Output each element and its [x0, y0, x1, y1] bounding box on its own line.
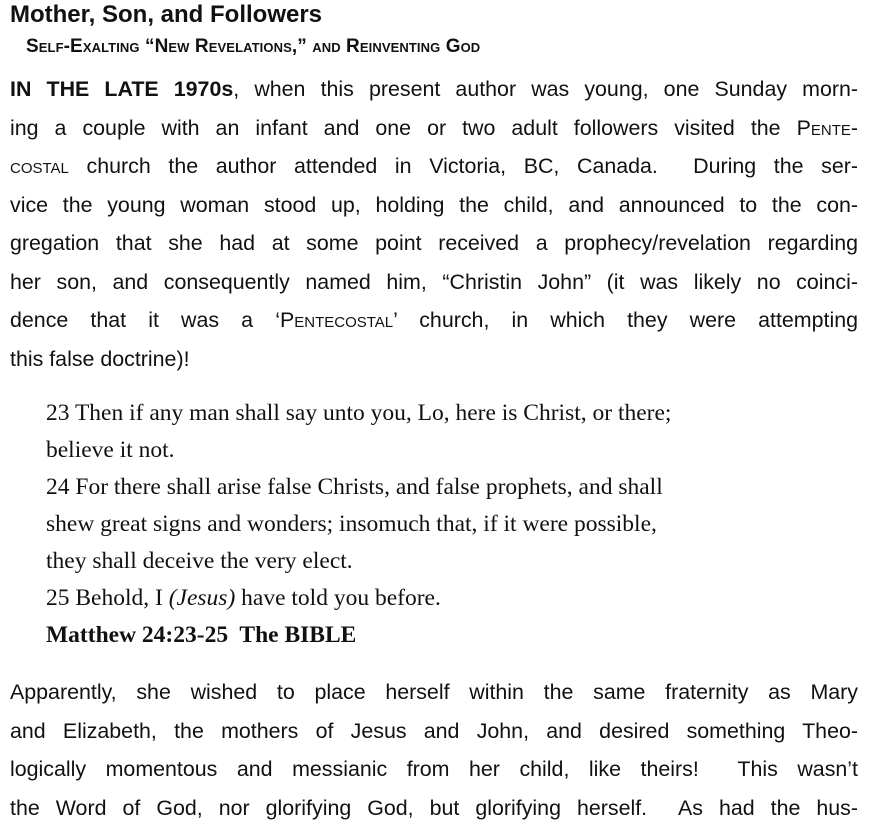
verse-italic-text: (Jesus)	[168, 585, 236, 611]
line-text: vice the young woman stood up, holding the child, and announced to the con-	[10, 192, 858, 217]
intro-paragraph	[10, 70, 858, 378]
paragraph-line	[10, 301, 858, 340]
paragraph-line: logically momentous and messianic from her child, like theirs! This wasn’t	[10, 757, 858, 781]
verse-text: have told you before.	[235, 585, 441, 611]
page-subtitle: Self-Exalting “New Revelations,” and Reinventing God	[26, 36, 481, 57]
verse-line: 24 For there shall arise false Christs, and false prophets, and shall	[46, 474, 663, 500]
paragraph-line: and Elizabeth, the mothers of Jesus and John, and desired something Theo-	[10, 718, 858, 743]
verse-text: 25 Behold, I	[46, 585, 169, 611]
page-title: Mother, Son, and Followers	[10, 1, 323, 28]
verse-line: believe it not.	[46, 437, 175, 463]
verse-line	[46, 580, 858, 617]
line-text: church the author attended in Victoria, BC, Canada. During the ser-	[68, 154, 858, 178]
paragraph-line	[10, 186, 858, 225]
line-text: , when this present author was young, one Sunday morn-	[233, 77, 859, 101]
paragraph-line	[10, 109, 858, 148]
line-text: gregation that she had at some point received a prophecy/revelation regarding	[10, 231, 858, 255]
paragraph-line	[10, 224, 858, 263]
document-page	[10, 0, 858, 827]
verse-line: shew great signs and wonders; insomuch that, if it were possible,	[46, 511, 657, 537]
body-paragraph	[10, 673, 858, 827]
small-caps-text: costal	[10, 154, 69, 178]
small-caps-text: Pente-	[796, 115, 858, 140]
line-text: dence that it was a ‘	[10, 308, 280, 332]
scripture-quote	[46, 395, 858, 654]
small-caps-text: Pentecostal	[279, 308, 394, 332]
verse-line: they shall deceive the very elect.	[46, 548, 353, 574]
paragraph-line: the Word of God, nor glorifying God, but glorifying herself. As had the hus-	[10, 795, 858, 820]
paragraph-line	[10, 263, 858, 302]
paragraph-line	[10, 340, 858, 379]
verse-line: 23 Then if any man shall say unto you, Lo, here is Christ, or there;	[46, 400, 672, 426]
lead-in-text: IN THE LATE 1970s	[10, 77, 234, 101]
paragraph-line	[10, 70, 858, 109]
scripture-citation: Matthew 24:23-25 The BIBLE	[46, 622, 357, 648]
paragraph-line	[10, 147, 858, 186]
line-text: ’ church, in which they were attempting	[393, 308, 859, 332]
line-text: ing a couple with an infant and one or two adult followers visited the	[10, 115, 797, 140]
paragraph-line: Apparently, she wished to place herself within the same fraternity as Mary	[10, 680, 858, 704]
line-text: her son, and consequently named him, “Christin John” (it was likely no coinci-	[10, 269, 858, 294]
line-text: this false doctrine)!	[10, 346, 190, 371]
